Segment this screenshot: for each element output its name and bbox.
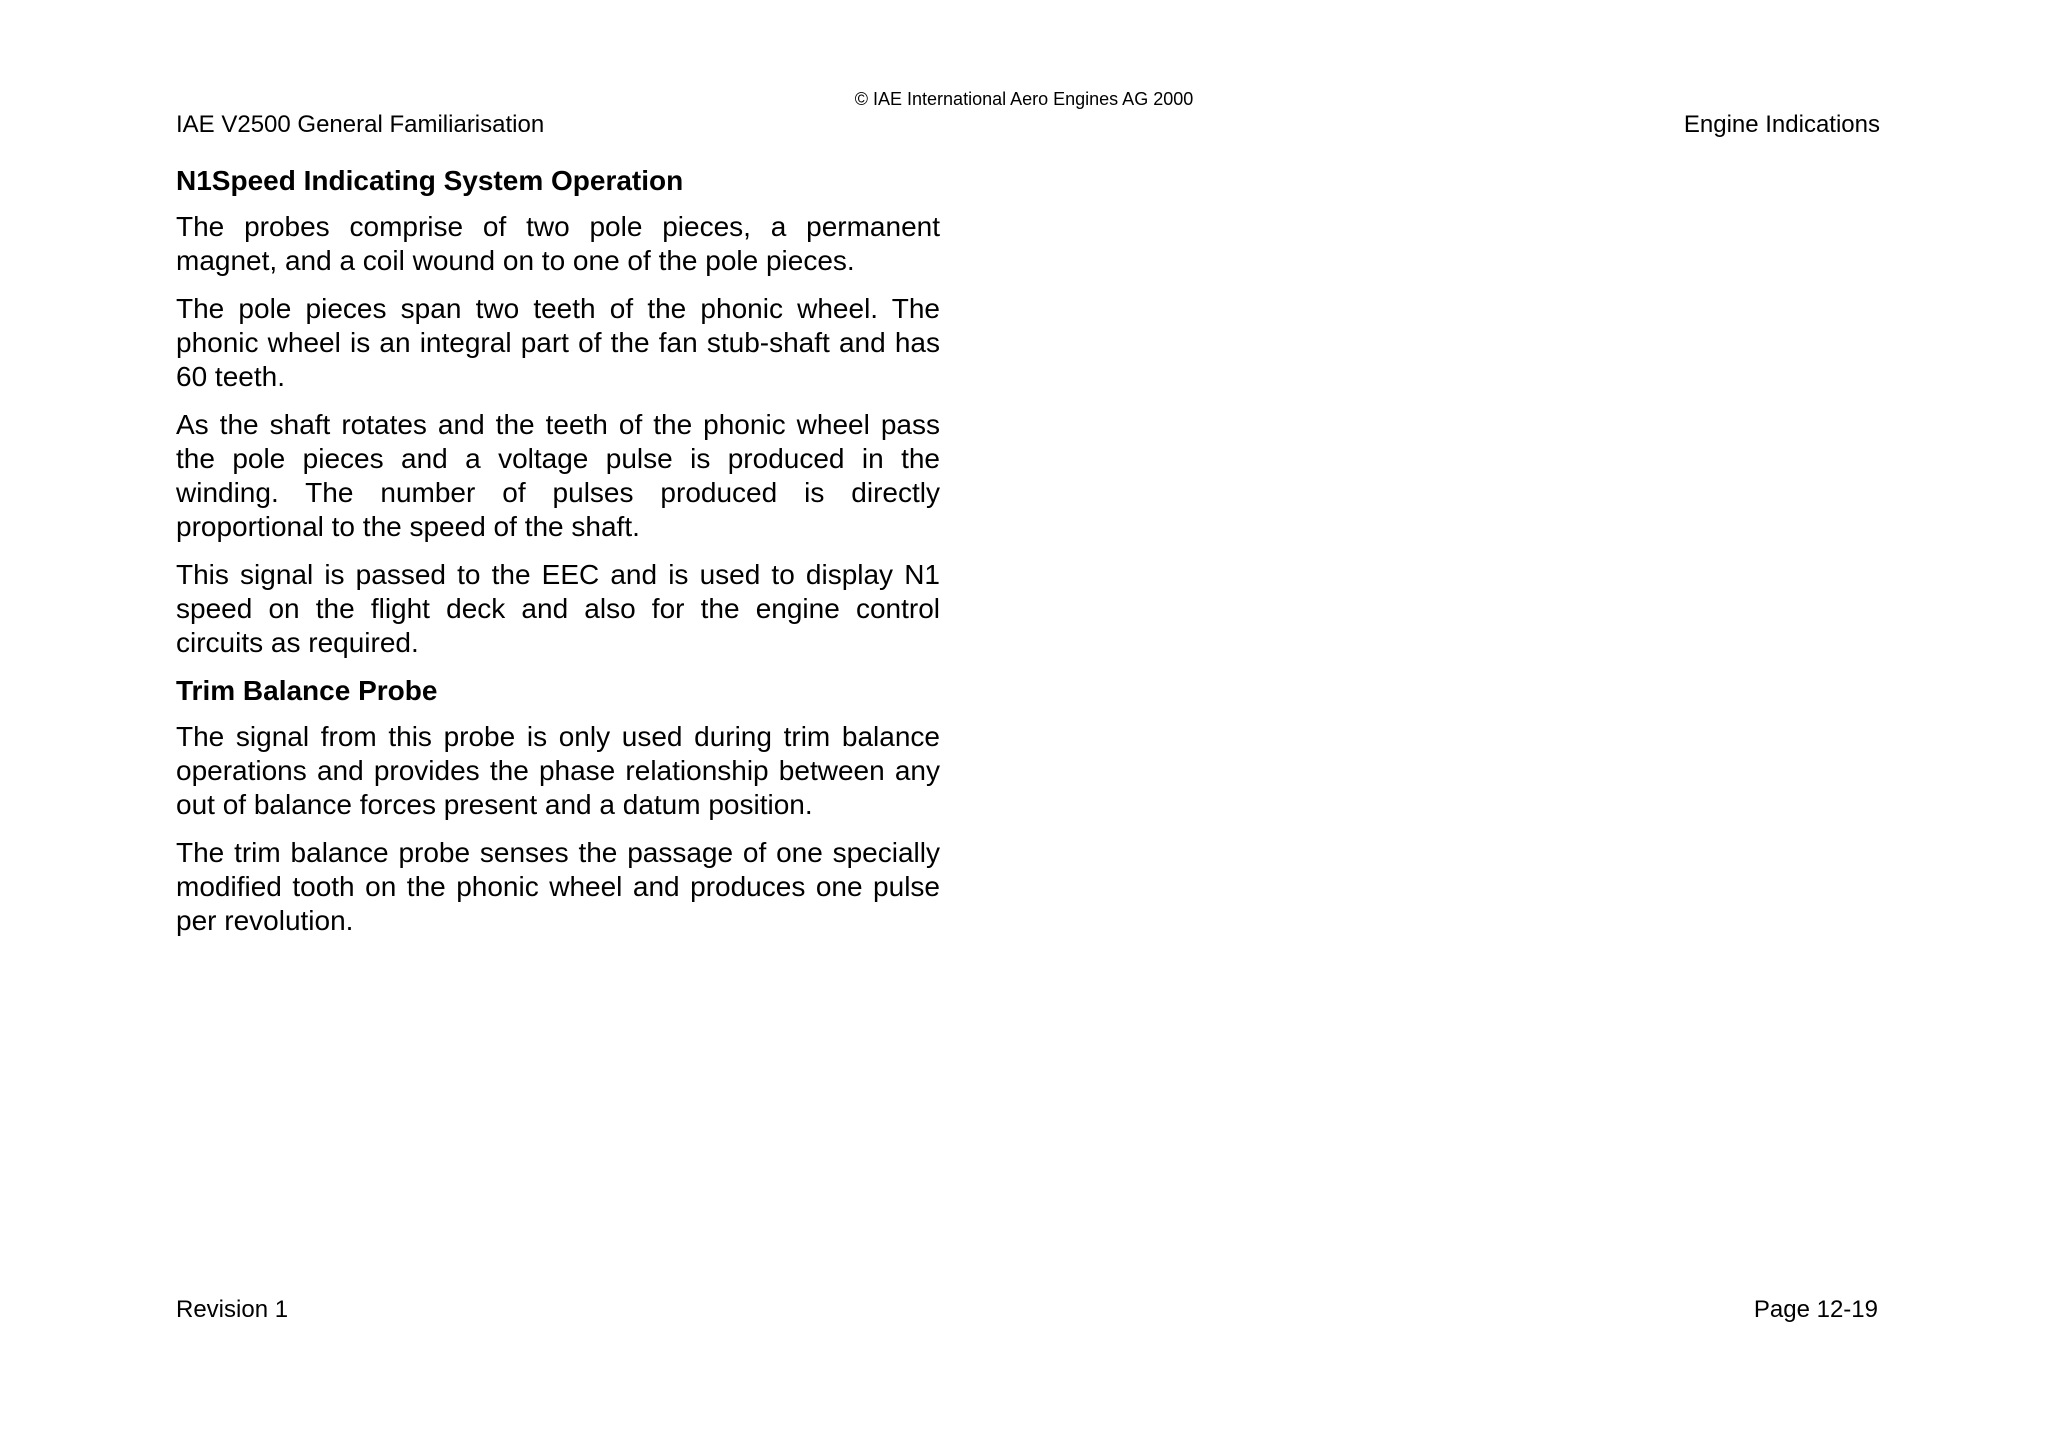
chapter-title: Engine Indications	[1683, 111, 1880, 138]
section-n1-speed	[176, 164, 940, 660]
paragraph: This signal is passed to the EEC and is used to display N1 speed on the flight deck and also for the engine control circuits as required.	[176, 559, 940, 658]
page-number: Page 12-19	[1753, 1296, 1878, 1323]
copyright-notice: © IAE International Aero Engines AG 2000	[854, 89, 1194, 109]
revision-label: Revision 1	[176, 1296, 289, 1323]
section-heading: N1Speed Indicating System Operation	[176, 165, 684, 196]
paragraph: As the shaft rotates and the teeth of the phonic wheel pass the pole pieces and a voltage pulse is produced in the winding. The number of pulses produced is directly proportional to the speed of the shaft.	[176, 409, 940, 542]
document-title: IAE V2500 General Familiarisation	[176, 111, 545, 138]
section-heading: Trim Balance Probe	[176, 675, 438, 706]
paragraph: The probes comprise of two pole pieces, a permanent magnet, and a coil wound on to one of the pole pieces.	[176, 211, 940, 276]
section-trim-balance-probe	[176, 674, 940, 938]
paragraph: The trim balance probe senses the passage of one specially modified tooth on the phonic wheel and produces one pulse per revolution.	[176, 837, 940, 936]
document-body	[176, 164, 940, 952]
paragraph: The pole pieces span two teeth of the phonic wheel. The phonic wheel is an integral part of the fan stub-shaft and has 60 teeth.	[176, 293, 940, 392]
paragraph: The signal from this probe is only used during trim balance operations and provides the phase relationship between any out of balance forces present and a datum position.	[176, 721, 940, 820]
